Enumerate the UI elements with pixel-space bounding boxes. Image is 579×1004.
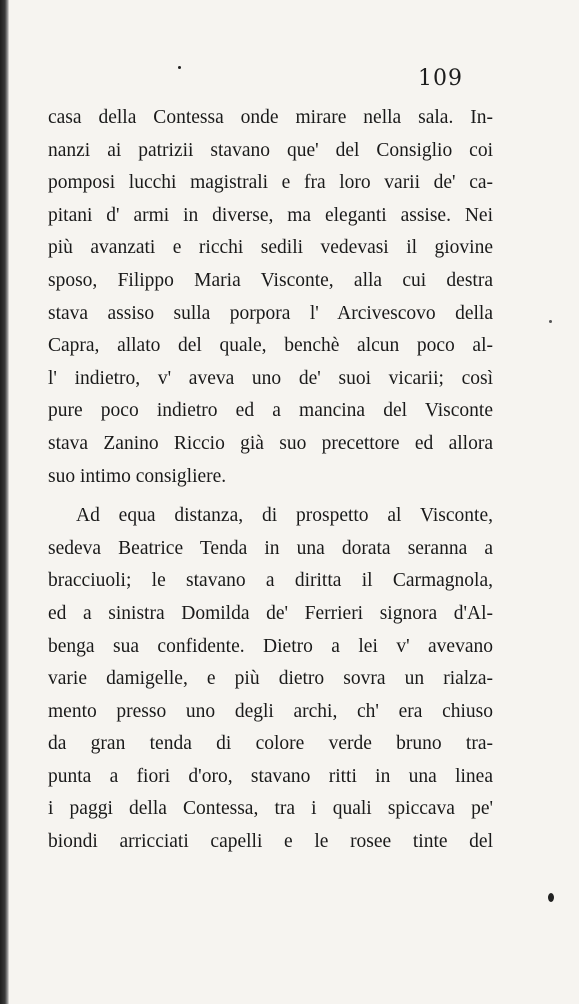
text-line: varie damigelle, e più dietro sovra un rialza- bbox=[48, 668, 493, 690]
binding-shadow bbox=[0, 0, 9, 1004]
ink-speck bbox=[548, 893, 554, 902]
text-line: mento presso uno degli archi, ch' era chiuso bbox=[48, 700, 493, 722]
paragraph-2 bbox=[48, 500, 493, 859]
text-line: stava Zanino Riccio già suo precettore ed allora bbox=[48, 432, 493, 454]
text-line: Capra, allato del quale, benchè alcun poco al- bbox=[48, 335, 493, 357]
paragraph-1 bbox=[48, 102, 493, 493]
text-line: casa della Contessa onde mirare nella sala. In- bbox=[48, 107, 493, 128]
text-line: sedeva Beatrice Tenda in una dorata seranna a bbox=[48, 537, 493, 559]
text-line: pure poco indietro ed a mancina del Visconte bbox=[48, 400, 493, 422]
text-line: da gran tenda di colore verde bruno tra- bbox=[48, 733, 493, 755]
text-line: nanzi ai patrizii stavano que' del Consiglio coi bbox=[48, 139, 493, 161]
text-line: benga sua confidente. Dietro a lei v' avevano bbox=[48, 635, 493, 657]
text-line: bracciuoli; le stavano a diritta il Carmagnola, bbox=[48, 570, 493, 592]
ink-speck bbox=[178, 66, 181, 69]
text-line: punta a fiori d'oro, stavano ritti in una linea bbox=[48, 765, 493, 787]
text-line: biondi arricciati capelli e le rosee tinte del bbox=[48, 831, 493, 853]
text-line: stava assiso sulla porpora l' Arcivescovo della bbox=[48, 302, 493, 324]
text-line: Ad equa distanza, di prospetto al Visconte, bbox=[76, 505, 493, 527]
text-line: suo intimo consigliere. bbox=[48, 465, 227, 487]
text-line: ed a sinistra Domilda de' Ferrieri signora d'Al- bbox=[48, 602, 493, 624]
text-line: più avanzati e ricchi sedili vedevasi il giovine bbox=[48, 237, 493, 259]
page-number: 109 bbox=[418, 66, 463, 91]
text-line: l' indietro, v' aveva uno de' suoi vicarii; così bbox=[48, 367, 493, 389]
body-text bbox=[48, 102, 493, 859]
text-line: pomposi lucchi magistrali e fra loro varii de' ca- bbox=[48, 172, 493, 194]
ink-speck bbox=[549, 320, 552, 323]
text-line: sposo, Filippo Maria Visconte, alla cui destra bbox=[48, 269, 493, 291]
text-line: pitani d' armi in diverse, ma eleganti assise. Nei bbox=[48, 204, 493, 226]
text-line: i paggi della Contessa, tra i quali spiccava pe' bbox=[48, 798, 493, 820]
